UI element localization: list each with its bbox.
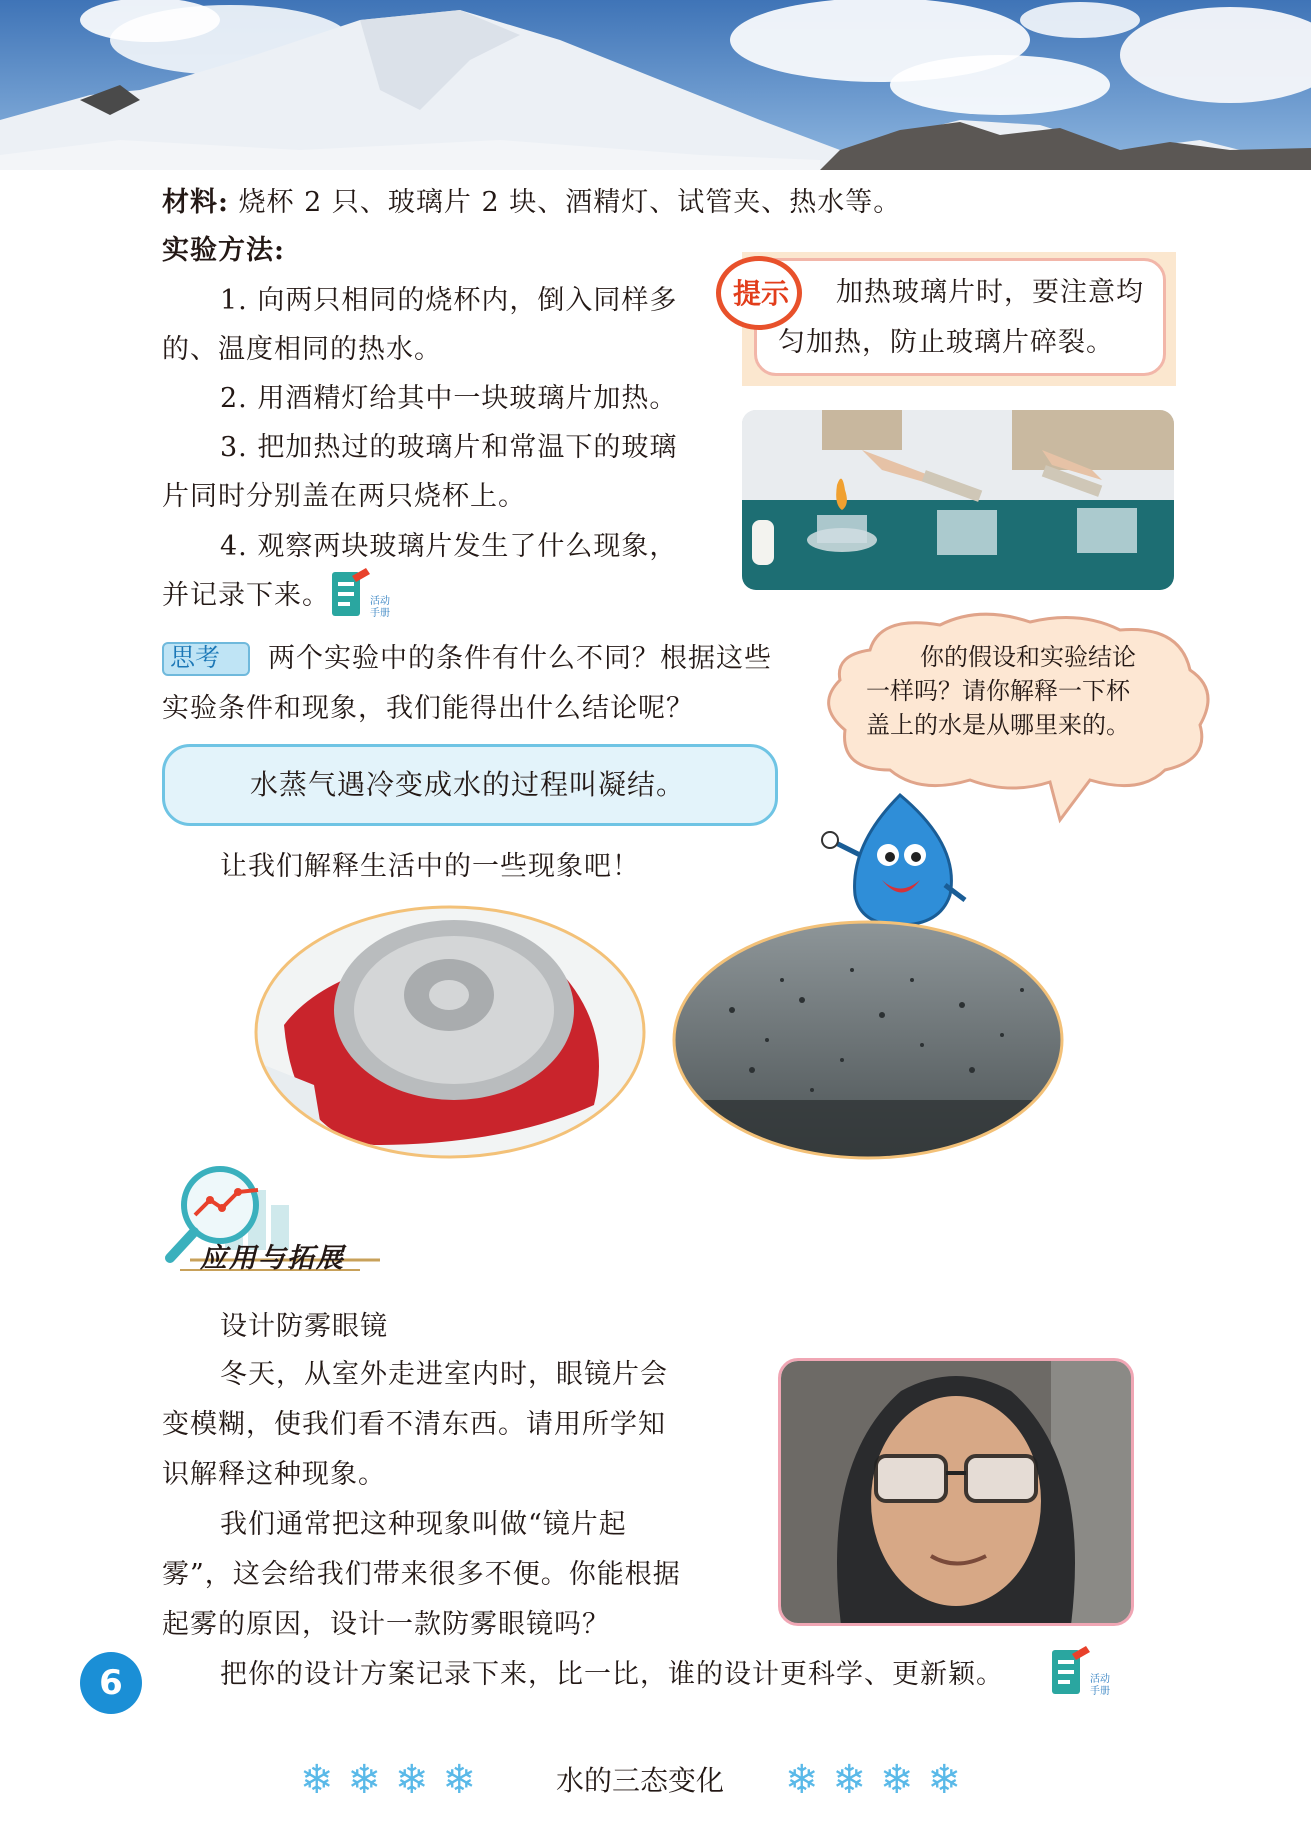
tip-line2: 匀加热，防止玻璃片碎裂。 (778, 327, 1114, 358)
section-header (160, 1160, 390, 1275)
page-number: 6 (80, 1652, 142, 1714)
think-badge-label: 思考 (170, 643, 221, 672)
design-p2-line3: 起雾的原因，设计一款防雾眼镜吗？ (162, 1609, 610, 1640)
bubble-line3: 盖上的水是从哪里来的。 (866, 711, 1130, 739)
explain-prompt: 让我们解释生活中的一些现象吧！ (220, 851, 640, 882)
design-title: 设计防雾眼镜 (220, 1311, 388, 1342)
experiment-photo (742, 410, 1174, 590)
cold-can-photo (254, 905, 646, 1160)
activity-manual-label-2: 手册 (370, 608, 390, 619)
activity-manual-label-1: 活动 (1090, 1674, 1110, 1685)
activity-manual-label-2: 手册 (1090, 1686, 1110, 1697)
design-p1-line1: 冬天，从室外走进室内时，眼镜片会 (220, 1359, 668, 1390)
tip-badge-label: 提示 (733, 277, 790, 310)
step-1-line1: 1. 向两只相同的烧杯内，倒入同样多 (220, 285, 678, 316)
activity-manual-icon (330, 568, 400, 626)
activity-manual-icon (1050, 1646, 1120, 1704)
design-p3: 把你的设计方案记录下来，比一比，谁的设计更科学、更新颖。 (220, 1659, 1004, 1690)
materials-text: 烧杯 2 只、玻璃片 2 块、酒精灯、试管夹、热水等。 (238, 187, 902, 218)
snowflake-icons-right: ❄❄❄❄ (785, 1757, 976, 1803)
materials-line (162, 178, 901, 228)
step-3-line1: 3. 把加热过的玻璃片和常温下的玻璃 (220, 432, 678, 463)
step-2-line1: 2. 用酒精灯给其中一块玻璃片加热。 (220, 383, 678, 414)
design-p2-line1: 我们通常把这种现象叫做“镜片起 (220, 1509, 627, 1540)
method-label: 实验方法: (162, 235, 285, 266)
step-4-line1: 4. 观察两块玻璃片发生了什么现象， (220, 531, 678, 562)
footer-title: 水的三态变化 (556, 1764, 725, 1797)
footer (0, 1755, 1311, 1805)
step-3-line2: 片同时分别盖在两只烧杯上。 (162, 481, 526, 512)
step-4-line2: 并记录下来。 (162, 580, 330, 611)
snowflake-icons-left: ❄❄❄❄ (300, 1757, 491, 1803)
think-line1: 两个实验中的条件有什么不同？根据这些 (268, 643, 772, 674)
step-1-line2: 的、温度相同的热水。 (162, 334, 442, 365)
tip-line1: 加热玻璃片时，要注意均 (836, 277, 1144, 308)
foggy-glasses-photo (778, 1358, 1134, 1626)
design-p1-line3: 识解释这种现象。 (162, 1459, 386, 1490)
mountain-image (0, 0, 1311, 170)
definition-text: 水蒸气遇冷变成水的过程叫凝结。 (250, 768, 686, 801)
bubble-line2: 一样吗？请你解释一下杯 (866, 677, 1130, 705)
design-p2-line2: 雾”，这会给我们带来很多不便。你能根据 (162, 1559, 681, 1590)
materials-label: 材料: (162, 187, 229, 218)
design-p1-line2: 变模糊，使我们看不清东西。请用所学知 (162, 1409, 666, 1440)
mountain-banner (0, 0, 1311, 170)
think-line2: 实验条件和现象，我们能得出什么结论呢？ (162, 693, 694, 724)
rain-window-photo (672, 920, 1064, 1160)
activity-manual-label-1: 活动 (370, 596, 390, 607)
bubble-line1: 你的假设和实验结论 (920, 643, 1136, 671)
section-title: 应用与拓展 (200, 1243, 345, 1274)
